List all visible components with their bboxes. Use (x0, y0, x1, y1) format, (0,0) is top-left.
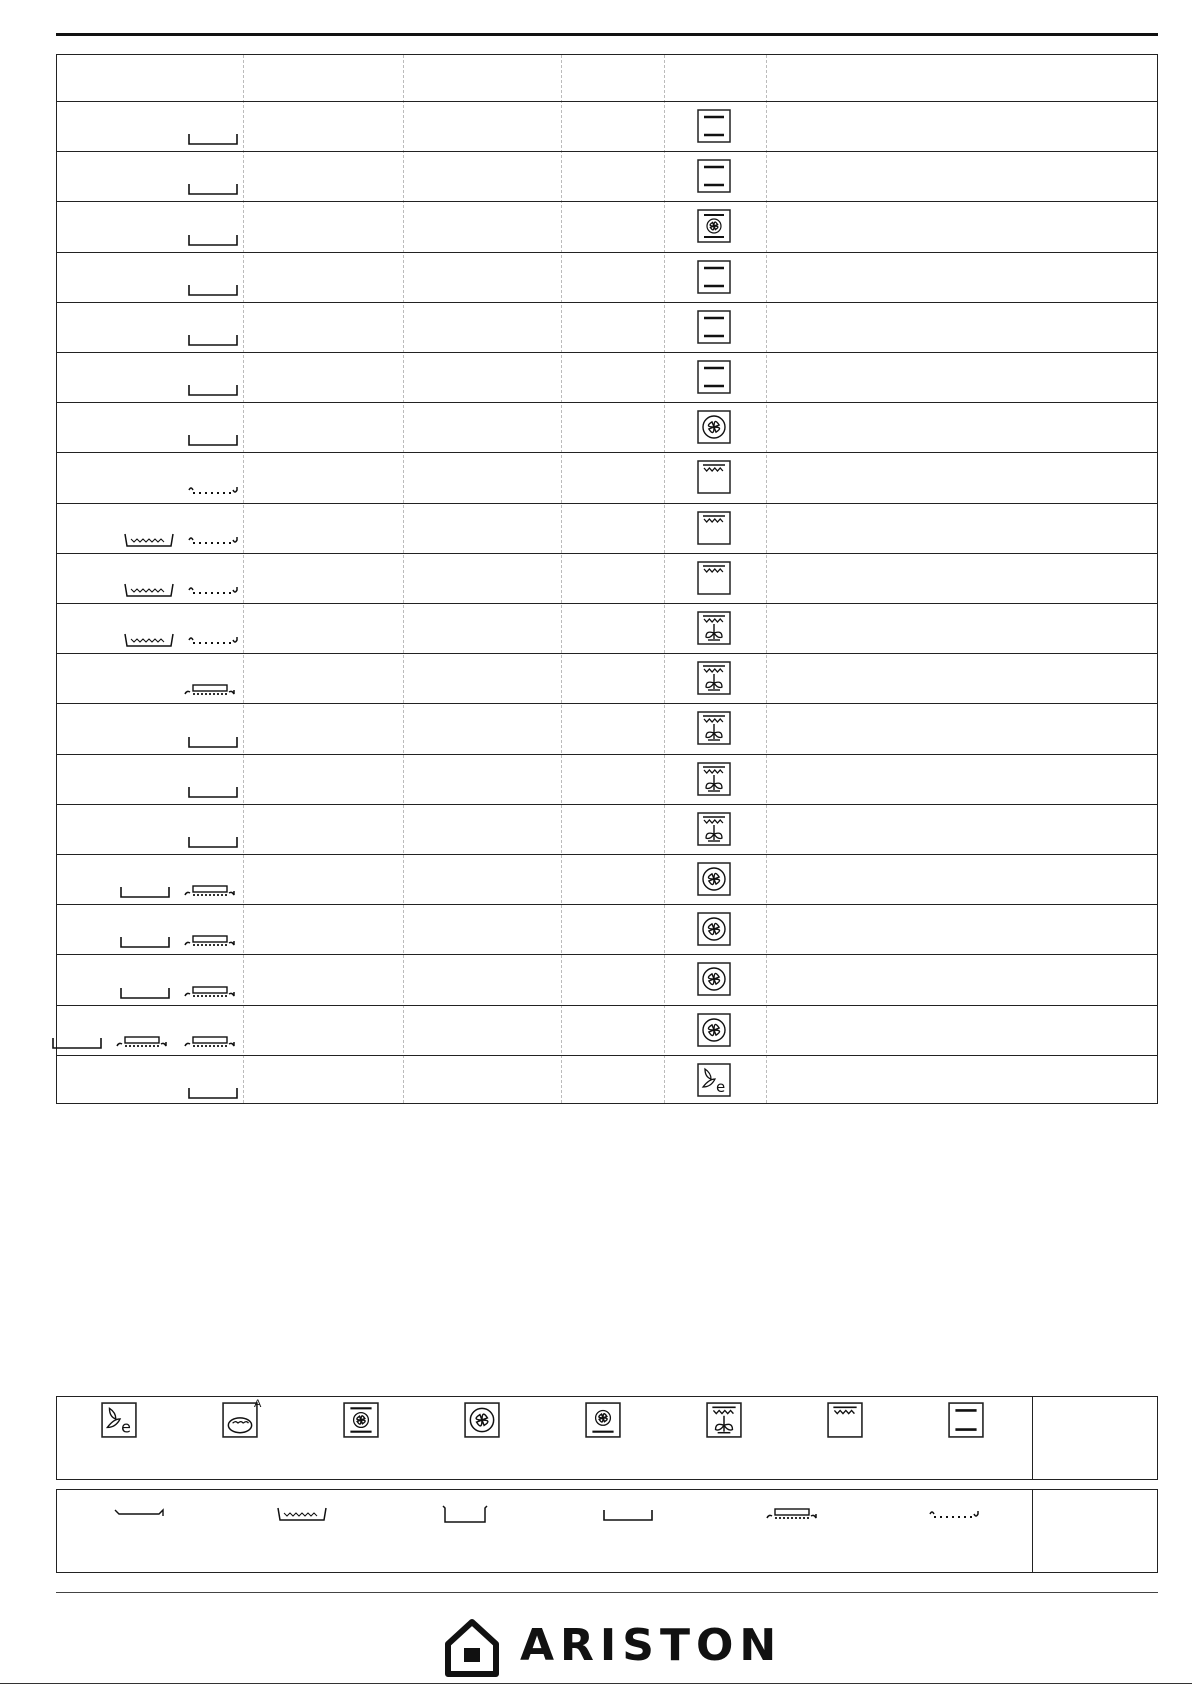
grill-fan-icon (697, 762, 731, 796)
footer-rule (56, 1592, 1158, 1593)
grill-fan-icon (697, 661, 731, 695)
drip-pan-icon (123, 580, 175, 598)
legend-mode-item (948, 1402, 984, 1443)
tray-icon (187, 329, 239, 347)
table-row (57, 1055, 1157, 1105)
table-row (57, 603, 1157, 653)
legend-mode-item (222, 1398, 262, 1443)
grill-fan-icon (697, 812, 731, 846)
fan-circle-icon (697, 962, 731, 996)
table-row (57, 352, 1157, 402)
ariston-house-icon (442, 1618, 502, 1678)
brand-logo (440, 1618, 783, 1678)
rack-icon (928, 1504, 980, 1524)
table-row (57, 151, 1157, 201)
grill-fan-icon (697, 711, 731, 745)
fan-bottom-icon (585, 1402, 621, 1438)
rack-icon (187, 580, 239, 598)
table-row (57, 402, 1157, 452)
drip-pan-icon (276, 1504, 328, 1524)
svg-text:e: e (716, 1077, 726, 1096)
grill-rack-icon (115, 1032, 171, 1050)
bread-auto-icon (222, 1402, 258, 1438)
grill-rack-icon (183, 1032, 239, 1050)
legend-mode-item (585, 1402, 621, 1443)
grill-fan-icon (706, 1402, 742, 1438)
tray-icon (602, 1504, 654, 1524)
drip-pan-icon (123, 530, 175, 548)
table-row (57, 452, 1157, 502)
page-bottom-rule (0, 1683, 1192, 1684)
tray-icon (187, 731, 239, 749)
legend-mode-item (706, 1402, 742, 1443)
cooking-table (56, 54, 1158, 1104)
fan-top-bottom-icon (697, 209, 731, 243)
grill-icon (827, 1402, 863, 1438)
legend-accessory-item (276, 1504, 328, 1529)
grill-rack-icon (183, 680, 239, 698)
grill-rack-icon (183, 881, 239, 899)
legend-accessory-item (602, 1504, 654, 1529)
table-row (57, 252, 1157, 302)
tray-icon (187, 1082, 239, 1100)
tray-icon (119, 931, 171, 949)
fan-circle-icon (697, 862, 731, 896)
tray-icon (187, 279, 239, 297)
table-row (57, 754, 1157, 804)
table-row (57, 201, 1157, 251)
table-row (57, 854, 1157, 904)
table-row (57, 101, 1157, 151)
legend-accessory-item (439, 1504, 491, 1529)
legend-accessories (56, 1489, 1158, 1573)
top-bottom-icon (697, 159, 731, 193)
fan-circle-icon (697, 410, 731, 444)
eco-fan-icon (697, 1063, 731, 1097)
legend-mode-item (101, 1402, 137, 1443)
table-row (57, 653, 1157, 703)
table-row (57, 503, 1157, 553)
legend-mode-item (827, 1402, 863, 1443)
tray-icon (187, 429, 239, 447)
grill-icon (697, 511, 731, 545)
top-bottom-icon (697, 360, 731, 394)
shelf-tray-icon (113, 1504, 165, 1524)
top-bottom-icon (948, 1402, 984, 1438)
rack-icon (187, 630, 239, 648)
tray-icon (187, 178, 239, 196)
top-bottom-icon (697, 109, 731, 143)
fan-top-bottom-icon (343, 1402, 379, 1438)
tray-icon (51, 1032, 103, 1050)
fan-circle-icon (464, 1402, 500, 1438)
grill-rack-icon (183, 982, 239, 1000)
legend-cooking-modes (56, 1396, 1158, 1480)
fan-circle-icon (697, 912, 731, 946)
table-row (57, 553, 1157, 603)
drip-pan-icon (123, 630, 175, 648)
legend-divider (1032, 1490, 1033, 1572)
table-row (57, 954, 1157, 1004)
table-row (57, 302, 1157, 352)
auto-label: A (254, 1398, 262, 1410)
table-row (57, 1005, 1157, 1055)
grill-icon (697, 561, 731, 595)
deep-pan-icon (439, 1504, 491, 1524)
table-header-row (57, 55, 1157, 101)
legend-accessory-item (113, 1504, 165, 1529)
legend-mode-item (464, 1402, 500, 1443)
top-bottom-icon (697, 310, 731, 344)
legend-accessory-item (928, 1504, 980, 1529)
grill-icon (697, 460, 731, 494)
table-row (57, 904, 1157, 954)
tray-icon (119, 881, 171, 899)
table-row (57, 703, 1157, 753)
top-bottom-icon (697, 260, 731, 294)
grill-rack-icon (183, 931, 239, 949)
grill-rack-icon (765, 1504, 821, 1524)
tray-icon (187, 128, 239, 146)
legend-divider (1032, 1397, 1033, 1479)
tray-icon (119, 982, 171, 1000)
legend-accessory-item (765, 1504, 821, 1529)
grill-fan-icon (697, 611, 731, 645)
header-rule (56, 33, 1158, 36)
tray-icon (187, 379, 239, 397)
legend-mode-item (343, 1402, 379, 1443)
rack-icon (187, 530, 239, 548)
rack-icon (187, 480, 239, 498)
eco-fan-icon (101, 1402, 137, 1438)
table-row (57, 804, 1157, 854)
fan-circle-icon (697, 1013, 731, 1047)
brand-name: ARISTON (520, 1620, 783, 1671)
svg-text:e: e (121, 1417, 131, 1437)
tray-icon (187, 781, 239, 799)
tray-icon (187, 831, 239, 849)
tray-icon (187, 229, 239, 247)
